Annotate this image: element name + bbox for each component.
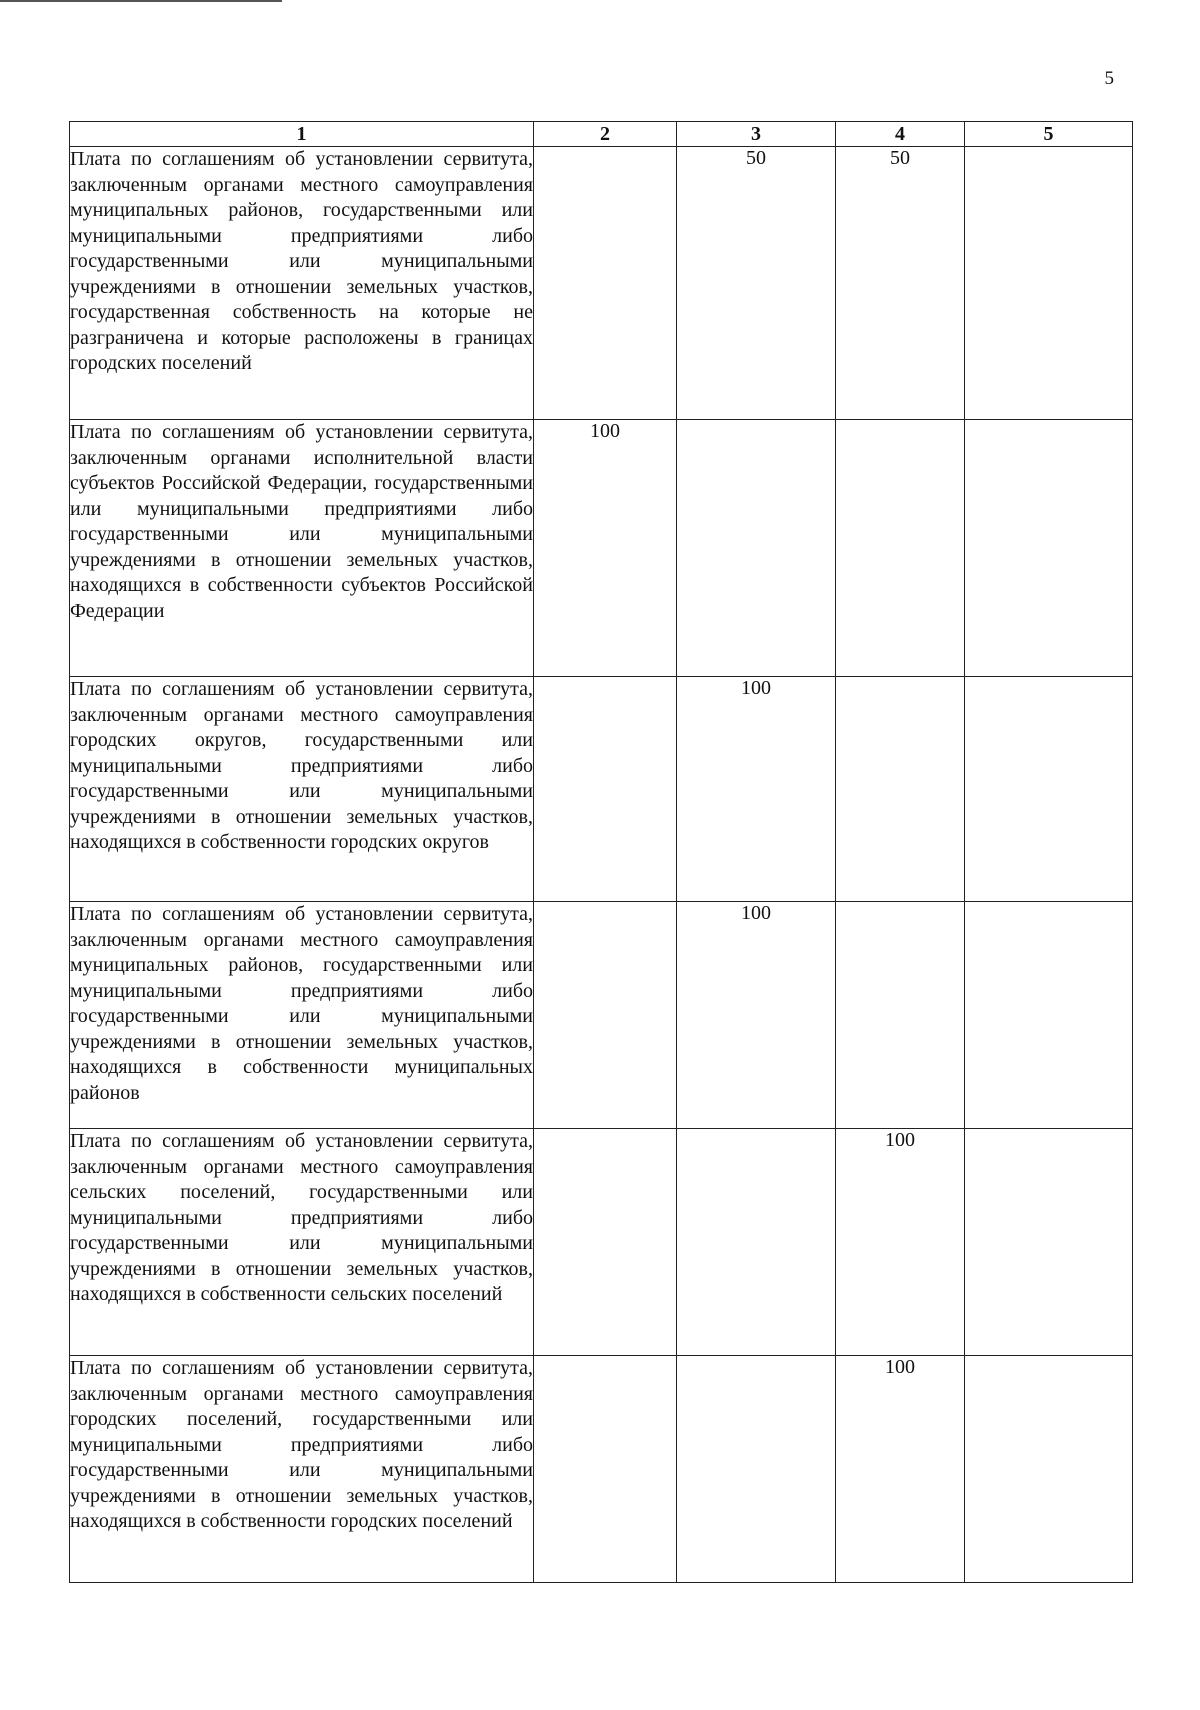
cell-col-4: 100 [836, 1356, 965, 1583]
cell-col-5 [965, 1356, 1133, 1583]
cell-col-3 [677, 420, 836, 677]
cell-col-2 [534, 1356, 677, 1583]
cell-col-3 [677, 1356, 836, 1583]
header-col-3: 3 [677, 122, 836, 147]
row-description: Плата по соглашениям об установлении сервитута, заключенным органами местного самоуправления городских поселений, государственными или муниципальными предприятиями либо государственными или муниципальными учреждениями в отношении земельных участков, находящихся в собственности городских поселений [70, 1356, 534, 1583]
row-description: Плата по соглашениям об установлении сервитута, заключенным органами местного самоуправления муниципальных районов, государственными или муниципальными предприятиями либо государственными или муниципальными учреждениями в отношении земельных участков, находящихся в собственности муниципальных районов [70, 902, 534, 1129]
table-row [70, 147, 1133, 420]
table-row [70, 1356, 1133, 1583]
header-col-4: 4 [836, 122, 965, 147]
cell-col-4 [836, 902, 965, 1129]
cell-col-5 [965, 677, 1133, 902]
cell-col-2 [534, 677, 677, 902]
header-col-2: 2 [534, 122, 677, 147]
cell-col-3: 100 [677, 677, 836, 902]
table-row [70, 902, 1133, 1129]
header-row [70, 122, 1133, 147]
row-description: Плата по соглашениям об установлении сервитута, заключенным органами исполнительной власти субъектов Российской Федерации, государственными или муниципальными предприятиями либо государственными или муниципальными учреждениями в отношении земельных участков, находящихся в собственности субъектов Российской Федерации [70, 420, 534, 677]
cell-col-3: 50 [677, 147, 836, 420]
top-rule [0, 0, 282, 2]
cell-col-2: 100 [534, 420, 677, 677]
cell-col-4 [836, 420, 965, 677]
cell-col-3 [677, 1129, 836, 1356]
page-number: 5 [1104, 68, 1114, 89]
cell-col-5 [965, 1129, 1133, 1356]
cell-col-5 [965, 420, 1133, 677]
header-col-1: 1 [70, 122, 534, 147]
table-row [70, 1129, 1133, 1356]
header-col-5: 5 [965, 122, 1133, 147]
cell-col-5 [965, 902, 1133, 1129]
cell-col-4: 50 [836, 147, 965, 420]
table-row [70, 677, 1133, 902]
cell-col-2 [534, 1129, 677, 1356]
cell-col-2 [534, 902, 677, 1129]
cell-col-5 [965, 147, 1133, 420]
budget-table [69, 121, 1133, 1583]
table-row [70, 420, 1133, 677]
row-description: Плата по соглашениям об установлении сервитута, заключенным органами местного самоуправления сельских поселений, государственными или муниципальными предприятиями либо государственными или муниципальными учреждениями в отношении земельных участков, находящихся в собственности сельских поселений [70, 1129, 534, 1356]
row-description: Плата по соглашениям об установлении сервитута, заключенным органами местного самоуправления городских округов, государственными или муниципальными предприятиями либо государственными или муниципальными учреждениями в отношении земельных участков, находящихся в собственности городских округов [70, 677, 534, 902]
row-description: Плата по соглашениям об установлении сервитута, заключенным органами местного самоуправления муниципальных районов, государственными или муниципальными предприятиями либо государственными или муниципальными учреждениями в отношении земельных участков, государственная собственность на которые не разграничена и которые расположены в границах городских поселений [70, 147, 534, 420]
cell-col-4: 100 [836, 1129, 965, 1356]
cell-col-2 [534, 147, 677, 420]
cell-col-4 [836, 677, 965, 902]
cell-col-3: 100 [677, 902, 836, 1129]
